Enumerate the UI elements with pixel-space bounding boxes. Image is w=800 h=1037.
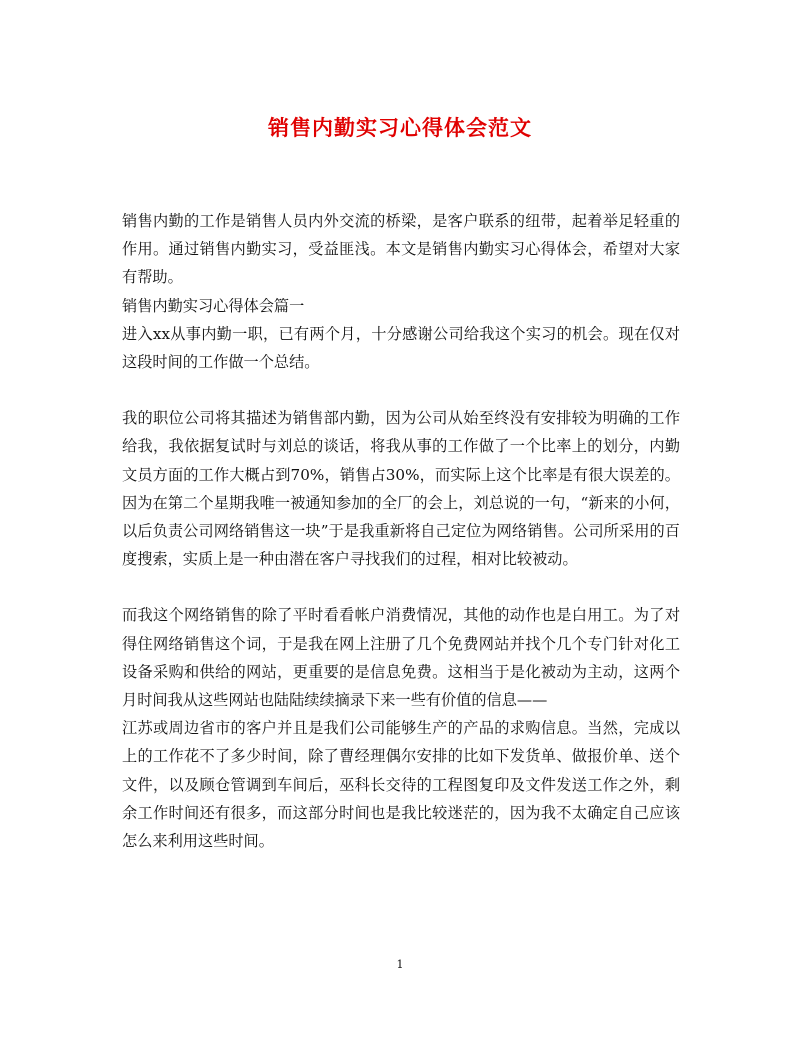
page-number: 1 — [396, 958, 404, 971]
intro-paragraph: 销售内勤的工作是销售人员内外交流的桥梁，是客户联系的纽带，起着举足轻重的作用。通过销售内勤实习，受益匪浅。本文是销售内勤实习心得体会，希望对大家有帮助。 — [122, 212, 680, 287]
paragraph-gap — [122, 376, 680, 404]
paragraph-gap — [122, 573, 680, 601]
paragraph-1: 进入xx从事内勤一职，已有两个月，十分感谢公司给我这个实习的机会。现在仅对这段时间的工作做一个总结。 — [122, 324, 680, 372]
section-heading: 销售内勤实习心得体会篇一 — [122, 296, 305, 315]
paragraph-2: 我的职位公司将其描述为销售部内勤，因为公司从始至终没有安排较为明确的工作给我，我依据复试时与刘总的谈话，将我从事的工作做了一个比率上的划分，内勤文员方面的工作大概占到70%，销售占30%，而实际上这个比率是有很大误差的。因为在第二个星期我唯一被通知参加的全厂的会上，刘总说的一句，“新来的小何，以后负责公司网络销售这一块”于是我重新将自己定位为网络销售。公司所采用的百度搜索，实质上是一种由潜在客户寻找我们的过程，相对比较被动。 — [122, 409, 680, 569]
paragraph-4: 江苏或周边省市的客户并且是我们公司能够生产的产品的求购信息。当然，完成以上的工作花不了多少时间，除了曹经理偶尔安排的比如下发货单、做报价单、送个文件，以及顾仓管调到车间后，巫科长交待的工程图复印及文件发送工作之外，剩余工作时间还有很多，而这部分时间也是我比较迷茫的，因为我不太确定自己应该怎么来利用这些时间。 — [122, 719, 680, 851]
document-title: 销售内勤实习心得体会范文 — [268, 115, 532, 140]
paragraph-3: 而我这个网络销售的除了平时看看帐户消费情况，其他的动作也是白用工。为了对得住网络销售这个词，于是我在网上注册了几个免费网站并找个几个专门针对化工设备采购和供给的网站，更重要的是信息免费。这相当于是化被动为主动，这两个月时间我从这些网站也陆陆续续摘录下来一些有价值的信息—— — [122, 606, 680, 710]
document-body — [122, 207, 680, 855]
